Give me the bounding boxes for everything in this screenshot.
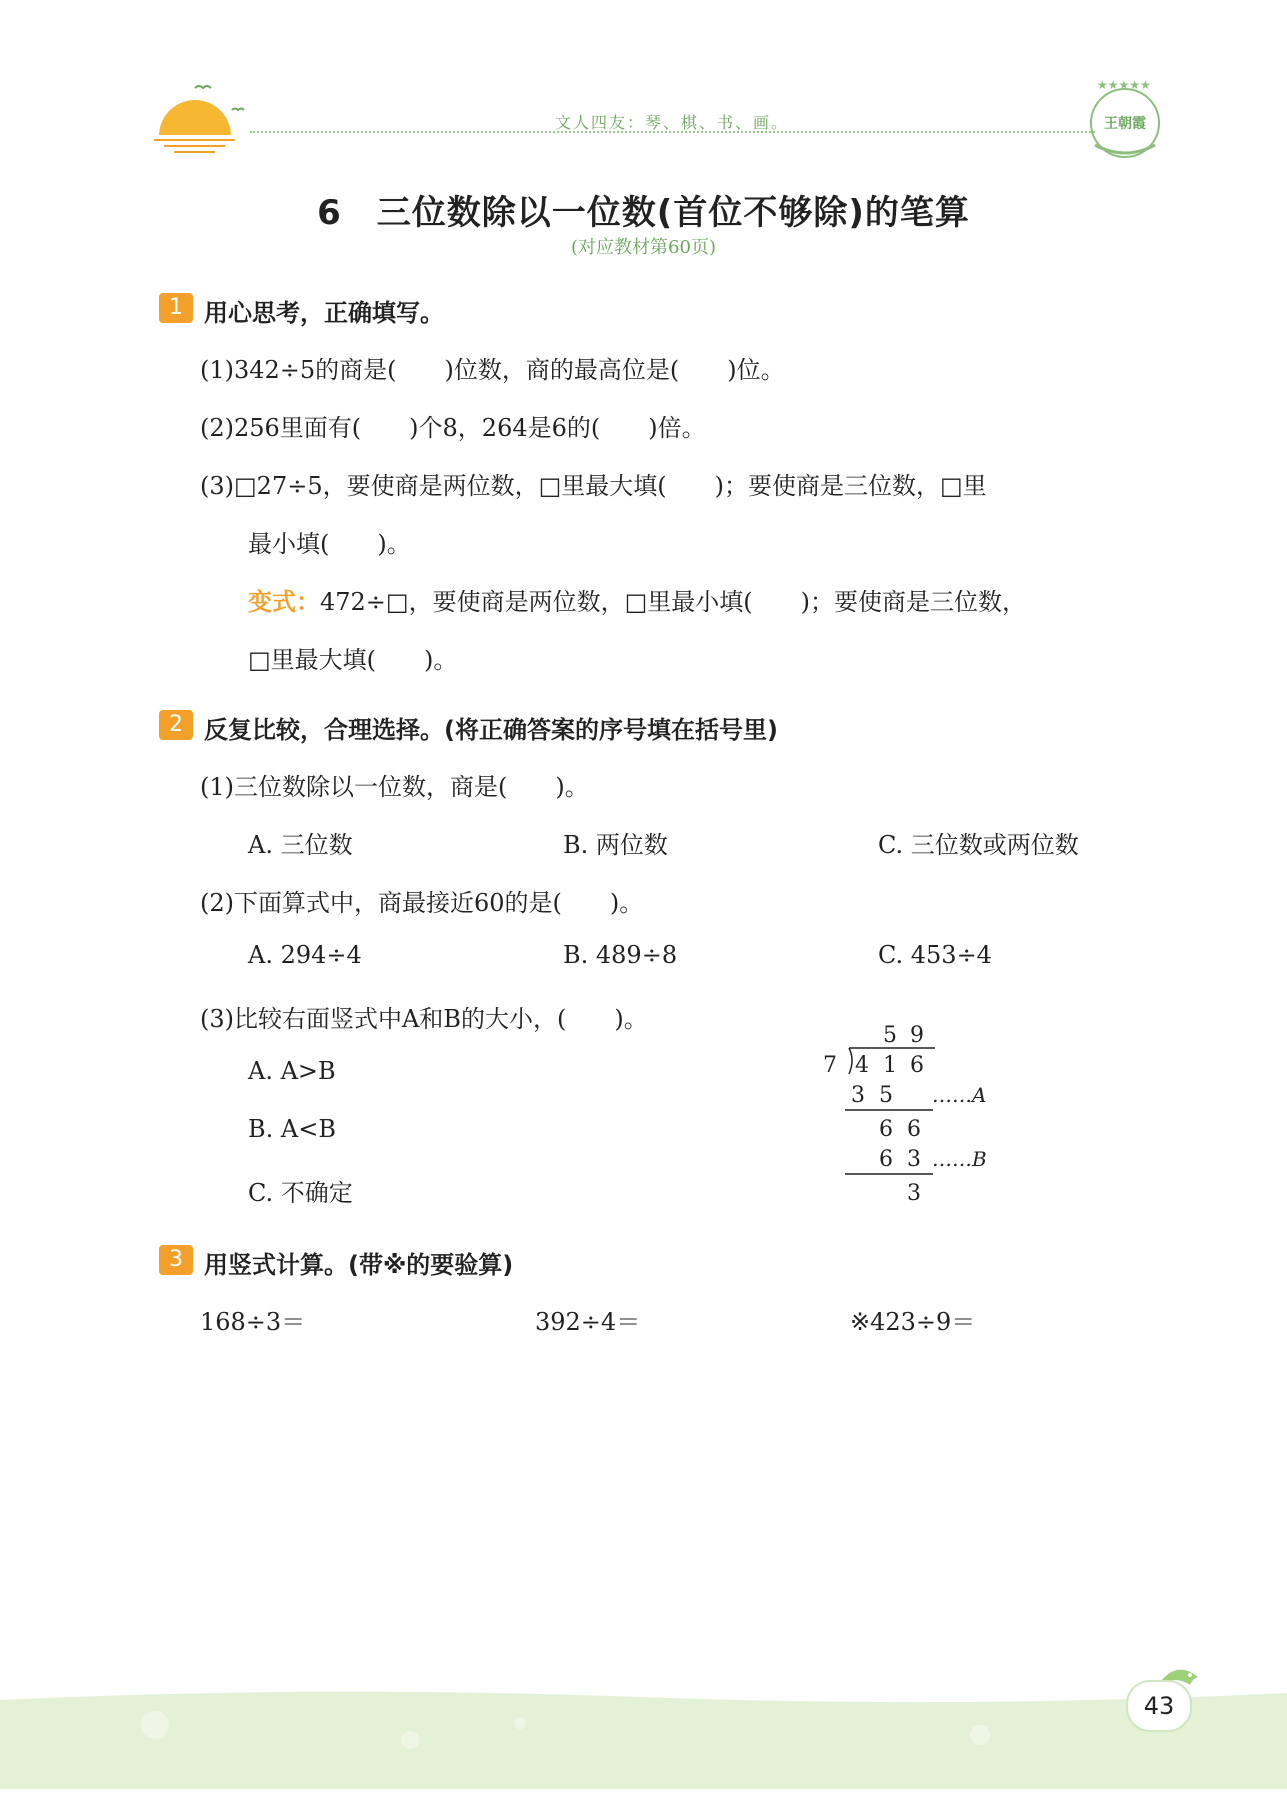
s2-q3-option-c: C. 不确定: [248, 1179, 353, 1207]
s1-question-3: (3)□27÷5，要使商是两位数，□里最大填( )；要使商是三位数，□里: [200, 472, 987, 500]
s3-problem-3: ※423÷9＝: [850, 1308, 976, 1336]
footer-decoration: [0, 1685, 1287, 1789]
s2-q2-option-c: C. 453÷4: [878, 941, 992, 969]
remainder1-digit: 6: [879, 1117, 893, 1142]
sunset-logo-icon: [150, 78, 260, 158]
variant-label: 变式：: [248, 588, 320, 616]
s2-q2-option-a: A. 294÷4: [248, 941, 362, 969]
step2-digit: 3: [907, 1147, 921, 1172]
quotient-digit: 9: [910, 1024, 924, 1048]
section-1-number: 1: [159, 293, 193, 323]
section-3-heading: 用竖式计算。(带※的要验算): [204, 1251, 514, 1279]
step1-digit: 3: [851, 1083, 865, 1108]
dividend-digit: 4: [855, 1053, 869, 1078]
s1-question-3-cont: 最小填( )。: [248, 530, 411, 558]
s3-problem-2: 392÷4＝: [535, 1308, 641, 1336]
dividend-digit: 1: [883, 1053, 897, 1078]
s2-q3-option-a: A. A>B: [248, 1057, 336, 1085]
s1-variant-cont: □里最大填( )。: [248, 646, 458, 674]
step1-digit: 5: [879, 1083, 893, 1108]
s2-q1-option-c: C. 三位数或两位数: [878, 831, 1079, 859]
step1-label: ……A: [932, 1083, 987, 1107]
s2-q1-option-b: B. 两位数: [563, 831, 668, 859]
page-subtitle: (对应教材第60页): [571, 237, 716, 258]
s2-q1-stem: (1)三位数除以一位数，商是( )。: [200, 773, 589, 801]
final-remainder: 3: [907, 1181, 921, 1206]
page-number: 43: [1126, 1680, 1192, 1732]
s1-question-2: (2)256里面有( )个8，264是6的( )倍。: [200, 414, 706, 442]
s2-q1-option-a: A. 三位数: [248, 831, 353, 859]
s2-q3-stem: (3)比较右面竖式中A和B的大小，( )。: [200, 1005, 648, 1033]
quotient-digit: 5: [883, 1024, 897, 1048]
step2-label: ……B: [932, 1147, 987, 1171]
badge-text: 王朝霞: [1104, 116, 1146, 132]
s2-q3-option-b: B. A<B: [248, 1115, 336, 1143]
divisor: 7: [823, 1053, 837, 1078]
section-2-heading: 反复比较，合理选择。(将正确答案的序号填在括号里): [204, 716, 778, 744]
section-3-number: 3: [159, 1245, 193, 1275]
section-1-heading: 用心思考，正确填写。: [204, 299, 444, 327]
remainder1-digit: 6: [907, 1117, 921, 1142]
s1-variant: [248, 582, 1026, 617]
dividend-digit: 6: [910, 1053, 924, 1078]
section-2-number: 2: [159, 710, 193, 740]
page-title: 6 三位数除以一位数(首位不够除)的笔算: [317, 193, 970, 233]
header-motto: 文人四友：琴、棋、书、画。: [555, 113, 790, 132]
s1-question-1: (1)342÷5的商是( )位数，商的最高位是( )位。: [200, 356, 785, 384]
variant-text: 472÷□，要使商是两位数，□里最小填( )；要使商是三位数，: [320, 588, 1026, 616]
s2-q2-stem: (2)下面算式中，商最接近60的是( )。: [200, 889, 644, 917]
svg-text:★★★★★: ★★★★★: [1097, 78, 1151, 92]
long-division: [815, 1024, 1015, 1224]
s3-problem-1: 168÷3＝: [200, 1308, 306, 1336]
s2-q2-option-b: B. 489÷8: [563, 941, 678, 969]
step2-digit: 6: [879, 1147, 893, 1172]
brand-badge-icon: [1085, 75, 1165, 165]
